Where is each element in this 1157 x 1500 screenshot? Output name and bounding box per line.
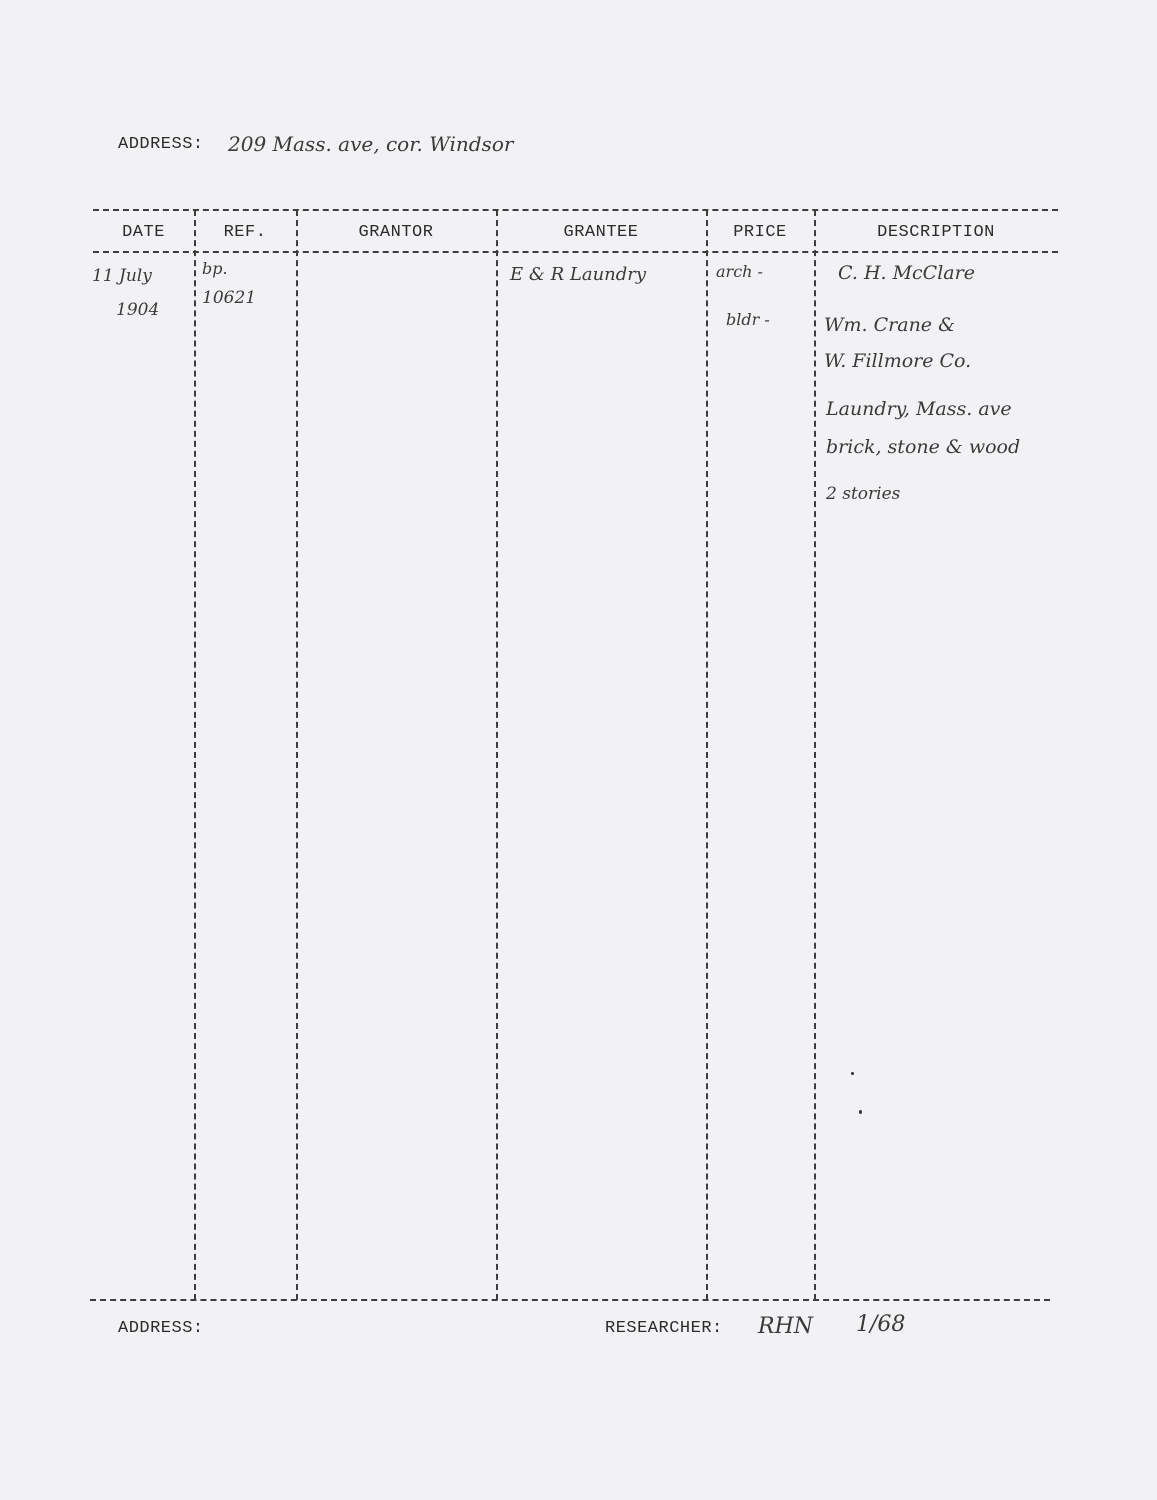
entry-description-line-3: W. Fillmore Co. <box>824 350 972 372</box>
column-header-grantee: GRANTEE <box>563 223 639 242</box>
column-header-date: DATE <box>122 223 165 242</box>
column-divider-grantor-grantee <box>496 210 498 1300</box>
entry-description-line-5: brick, stone & wood <box>826 436 1021 458</box>
entry-description-line-1: C. H. McClare <box>838 262 975 284</box>
table-bottom-rule <box>90 1299 1050 1301</box>
table-header-rule <box>93 251 1058 253</box>
table-top-rule <box>93 209 1058 211</box>
researcher-label: RESEARCHER: <box>605 1319 723 1338</box>
column-header-price: PRICE <box>733 223 787 242</box>
entry-grantee: E & R Laundry <box>510 264 647 285</box>
address-label: ADDRESS: <box>118 135 204 154</box>
address-value: 209 Mass. ave, cor. Windsor <box>228 132 514 156</box>
ink-speck <box>859 1110 862 1114</box>
footer-address-label: ADDRESS: <box>118 1319 204 1338</box>
column-divider-ref-grantor <box>296 210 298 1300</box>
column-header-description: DESCRIPTION <box>877 223 995 242</box>
entry-date-day-month: 11 July <box>92 266 152 286</box>
column-divider-date-ref <box>194 210 196 1300</box>
column-header-ref: REF. <box>223 223 267 242</box>
researcher-date: 1/68 <box>856 1312 906 1337</box>
column-divider-price-description <box>814 210 816 1300</box>
entry-ref-prefix: bp. <box>202 259 228 278</box>
entry-price-line-2: bldr - <box>726 310 770 329</box>
entry-price-line-1: arch - <box>716 262 763 281</box>
entry-description-line-4: Laundry, Mass. ave <box>826 398 1012 420</box>
column-divider-grantee-price <box>706 210 708 1300</box>
ink-speck <box>851 1072 854 1075</box>
entry-description-line-6: 2 stories <box>826 484 901 504</box>
column-header-grantor: GRANTOR <box>358 223 434 242</box>
entry-date-year: 1904 <box>116 300 160 320</box>
entry-description-line-2: Wm. Crane & <box>824 314 956 336</box>
researcher-initials: RHN <box>758 1314 813 1339</box>
entry-ref-number: 10621 <box>202 288 257 308</box>
